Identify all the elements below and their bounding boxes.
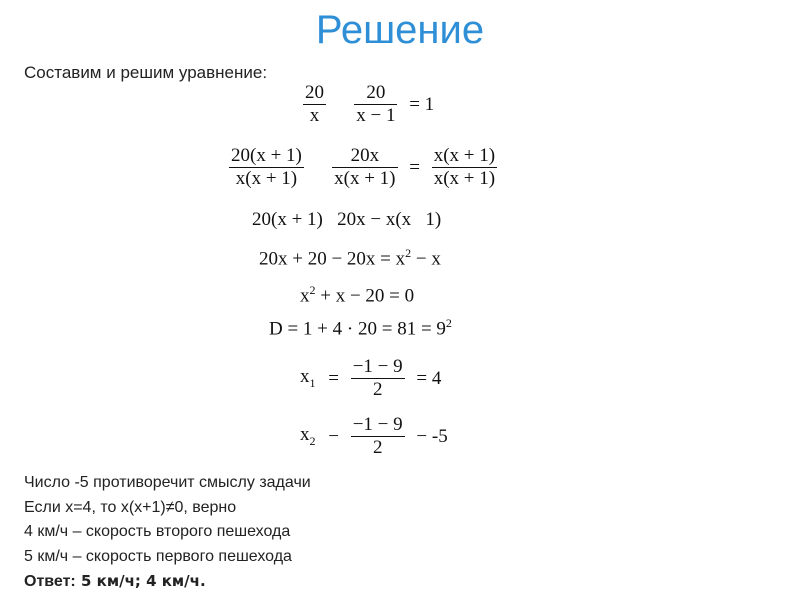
conclusion-line-3: 4 км/ч – скорость второго пешехода xyxy=(24,523,291,540)
fraction-x1: $\frac{-1 - 9}{2}$ xyxy=(352,356,403,400)
equation-6: $D = 1 + 4 \cdot 20 = 81 = 9^2$ xyxy=(269,316,452,340)
equation-3: 20(x + 1) 20x − x(x 1) xyxy=(252,209,442,230)
answer-label: Ответ: xyxy=(24,573,76,590)
answer-line xyxy=(24,569,311,595)
equation-5: $x^2 + x - 20 = 0$ xyxy=(300,283,415,307)
fraction-20-over-x-minus-1: $\frac{20}{x - 1}$ xyxy=(356,82,396,126)
equation-7: $x_1$ = $\frac{-1 - 9}{2}$ = 4 xyxy=(300,356,442,400)
conclusion-line-2: Если x=4, то x(x+1)≠0, верно xyxy=(24,498,237,516)
equation-4: $20x + 20 - 20x = x^2 - x$ xyxy=(259,246,441,270)
fraction-c: $\frac{x(x + 1)}{x(x + 1)}$ xyxy=(433,145,496,189)
equation-1: $\frac{20}{x}$ $\frac{20}{x - 1}$ = 1 xyxy=(305,82,435,126)
equation-2: $\frac{20(x + 1)}{x(x + 1)}$ $\frac{20x}{x(x + 1)}$ = $\frac{x(x + 1)}{x(x + 1)}$ xyxy=(231,145,496,189)
equation-8: $x_2$ − $\frac{-1 - 9}{2}$ − -5 xyxy=(300,414,448,458)
conclusion-line-1: Число -5 противоречит смыслу задачи xyxy=(24,474,311,491)
fraction-x2: $\frac{-1 - 9}{2}$ xyxy=(352,414,403,458)
answer-value: 5 км/ч; 4 км/ч. xyxy=(75,572,206,590)
slide-title: Решение xyxy=(315,8,485,52)
intro-text: Составим и решим уравнение: xyxy=(24,63,268,82)
fraction-b: $\frac{20x}{x(x + 1)}$ xyxy=(334,145,396,189)
conclusion-block xyxy=(24,471,311,595)
fraction-a: $\frac{20(x + 1)}{x(x + 1)}$ xyxy=(231,145,302,189)
conclusion-line-4: 5 км/ч – скорость первого пешехода xyxy=(24,547,292,565)
fraction-20-over-x: $\frac{20}{x}$ xyxy=(305,82,324,126)
